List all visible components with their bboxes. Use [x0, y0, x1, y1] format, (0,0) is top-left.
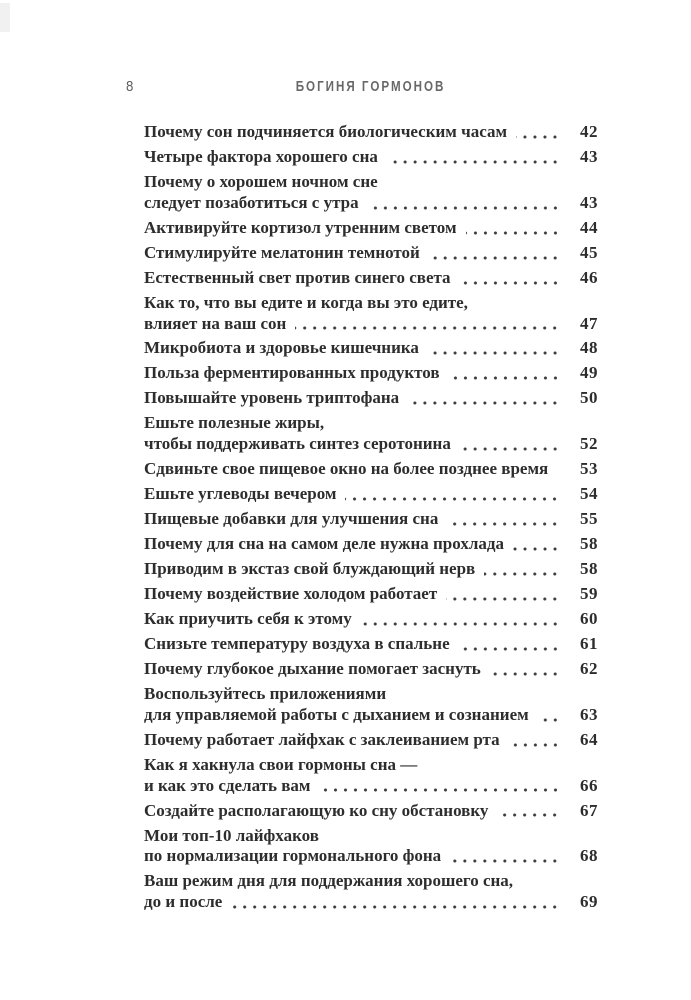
- toc-entry-title: по нормализации гормонального фона: [144, 846, 442, 866]
- toc-entry-page-number: 52: [580, 434, 598, 454]
- toc-line: [144, 293, 598, 314]
- toc-entry: [144, 172, 598, 214]
- toc-line: [144, 388, 598, 409]
- toc-entry-title: и как это сделать вам: [144, 775, 311, 795]
- toc-entry-page-number: 55: [580, 509, 598, 529]
- dot-leader: [529, 705, 572, 726]
- toc-entry-title: Почему работает лайфхак с заклеиванием рта: [144, 729, 500, 749]
- toc-line: [144, 730, 598, 751]
- dot-leader: [437, 584, 572, 605]
- dot-leader: [548, 459, 572, 480]
- toc-line: [144, 659, 598, 680]
- toc-line: [144, 413, 598, 434]
- dot-leader: [488, 801, 572, 822]
- toc-line: [144, 584, 598, 605]
- toc-entry: [144, 559, 598, 580]
- toc-entry-title: Как я хакнула свои гормоны сна —: [144, 754, 418, 774]
- toc-line: [144, 755, 598, 776]
- toc-entry-title: Создайте располагающую ко сну обстановку: [144, 800, 489, 820]
- toc-entry-title: Ешьте полезные жиры,: [144, 413, 325, 433]
- toc-entry-title: Снизьте температуру воздуха в спальне: [144, 634, 450, 654]
- toc-entry-page-number: 49: [580, 363, 598, 383]
- toc-entry-page-number: 64: [580, 729, 598, 749]
- dot-leader: [451, 268, 572, 289]
- toc-entry-title: Польза ферментированных продуктов: [144, 363, 440, 383]
- toc-line: [144, 314, 598, 335]
- toc-line: [144, 363, 598, 384]
- toc-line: [144, 147, 598, 168]
- dot-leader: [507, 122, 572, 143]
- toc-entry: [144, 609, 598, 630]
- toc-entry: [144, 509, 598, 530]
- toc-entry-page-number: 58: [580, 534, 598, 554]
- toc-line: [144, 826, 598, 847]
- toc-entry-title: до и после: [144, 892, 223, 912]
- toc-line: [144, 434, 598, 455]
- toc-entry-page-number: 45: [580, 242, 598, 262]
- toc-line: [144, 459, 598, 480]
- toc-entry-title: Пищевые добавки для улучшения сна: [144, 509, 439, 529]
- toc-entry-page-number: 68: [580, 846, 598, 866]
- toc-entry: [144, 218, 598, 239]
- toc-line: [144, 705, 598, 726]
- toc-entry-title: Микробиота и здоровье кишечника: [144, 338, 419, 358]
- toc-entry: [144, 871, 598, 913]
- toc-line: [144, 846, 598, 867]
- dot-leader: [222, 892, 572, 913]
- dot-leader: [420, 243, 572, 264]
- dot-leader: [475, 559, 572, 580]
- toc-entry: [144, 147, 598, 168]
- toc-line: [144, 243, 598, 264]
- toc-line: [144, 218, 598, 239]
- toc-list: [144, 122, 598, 917]
- toc-entry-title: Повышайте уровень триптофана: [144, 388, 400, 408]
- toc-entry: [144, 584, 598, 605]
- toc-entry: [144, 826, 598, 868]
- dot-leader: [451, 434, 572, 455]
- toc-entry: [144, 634, 598, 655]
- toc-entry: [144, 413, 598, 455]
- toc-entry-page-number: 67: [580, 800, 598, 820]
- toc-entry: [144, 534, 598, 555]
- toc-entry-title: Стимулируйте мелатонин темнотой: [144, 242, 420, 262]
- toc-entry-title: Естественный свет против синего света: [144, 267, 451, 287]
- toc-line: [144, 122, 598, 143]
- toc-entry-page-number: 61: [580, 634, 598, 654]
- toc-line: [144, 634, 598, 655]
- toc-entry-page-number: 66: [580, 775, 598, 795]
- toc-line: [144, 484, 598, 505]
- toc-entry-title: Почему о хорошем ночном сне: [144, 171, 378, 191]
- toc-entry: [144, 243, 598, 264]
- toc-entry-title: Как приучить себя к этому: [144, 609, 352, 629]
- dot-leader: [352, 609, 572, 630]
- toc-entry-page-number: 59: [580, 584, 598, 604]
- toc-entry: [144, 293, 598, 335]
- toc-entry: [144, 363, 598, 384]
- toc-line: [144, 509, 598, 530]
- toc-entry-page-number: 43: [580, 146, 598, 166]
- dot-leader: [500, 730, 572, 751]
- dot-leader: [441, 846, 572, 867]
- toc-entry: [144, 459, 598, 480]
- dot-leader: [399, 388, 572, 409]
- scan-edge-artifact: [0, 3, 10, 32]
- toc-entry: [144, 730, 598, 751]
- toc-entry-title: Почему глубокое дыхание помогает заснуть: [144, 659, 481, 679]
- toc-entry-title: Мои топ-10 лайфхаков: [144, 825, 319, 845]
- toc-entry-page-number: 58: [580, 559, 598, 579]
- dot-leader: [440, 363, 572, 384]
- toc-entry-title: чтобы поддерживать синтез серотонина: [144, 434, 451, 454]
- running-head: [144, 80, 598, 95]
- toc-entry-title: Активируйте кортизол утренним светом: [144, 217, 457, 237]
- toc-entry-page-number: 47: [580, 313, 598, 333]
- toc-entry-title: Почему сон подчиняется биологическим часам: [144, 122, 508, 141]
- dot-leader: [481, 659, 572, 680]
- toc-entry: [144, 268, 598, 289]
- toc-entry: [144, 338, 598, 359]
- toc-entry-page-number: 48: [580, 338, 598, 358]
- toc-entry-title: Воспользуйтесь приложениями: [144, 684, 387, 704]
- toc-line: [144, 684, 598, 705]
- dot-leader: [457, 218, 572, 239]
- toc-entry: [144, 484, 598, 505]
- toc-entry-title: Как то, что вы едите и когда вы это едите,: [144, 292, 468, 312]
- toc-entry-page-number: 69: [580, 892, 598, 912]
- toc-line: [144, 776, 598, 797]
- toc-entry-page-number: 50: [580, 388, 598, 408]
- toc-entry: [144, 388, 598, 409]
- toc-entry: [144, 122, 598, 143]
- toc-entry-page-number: 46: [580, 267, 598, 287]
- toc-entry: [144, 659, 598, 680]
- toc-entry-title: Приводим в экстаз свой блуждающий нерв: [144, 559, 476, 579]
- dot-leader: [336, 484, 572, 505]
- toc-entry-page-number: 63: [580, 704, 598, 724]
- toc-line: [144, 338, 598, 359]
- dot-leader: [419, 338, 572, 359]
- toc-entry-page-number: 60: [580, 609, 598, 629]
- toc-line: [144, 193, 598, 214]
- toc-entry-page-number: 62: [580, 659, 598, 679]
- toc-entry-title: Ваш режим дня для поддержания хорошего сна,: [144, 871, 514, 891]
- toc-entry: [144, 755, 598, 797]
- toc-entry-page-number: 42: [580, 122, 598, 141]
- toc-entry-page-number: 44: [580, 217, 598, 237]
- toc-line: [144, 534, 598, 555]
- toc-entry-page-number: 53: [580, 459, 598, 479]
- toc-line: [144, 268, 598, 289]
- dot-leader: [438, 509, 572, 530]
- toc-entry: [144, 801, 598, 822]
- toc-entry-title: для управляемой работы с дыханием и сознанием: [144, 704, 529, 724]
- dot-leader: [286, 314, 572, 335]
- toc-entry-title: Сдвиньте свое пищевое окно на более позднее время: [144, 459, 549, 479]
- toc-line: [144, 871, 598, 892]
- page-number: 8: [126, 78, 134, 95]
- toc-entry-page-number: 43: [580, 192, 598, 212]
- running-head-label: БОГИНЯ ГОРМОНОВ: [296, 79, 446, 95]
- toc-entry-title: Почему для сна на самом деле нужна прохлада: [144, 534, 504, 554]
- dot-leader: [311, 776, 573, 797]
- dot-leader: [504, 534, 572, 555]
- toc-entry-page-number: 54: [580, 484, 598, 504]
- toc-entry-title: Почему воздействие холодом работает: [144, 584, 438, 604]
- toc-line: [144, 172, 598, 193]
- toc-entry: [144, 684, 598, 726]
- toc-line: [144, 609, 598, 630]
- toc-line: [144, 801, 598, 822]
- toc-line: [144, 559, 598, 580]
- toc-entry-title: Четыре фактора хорошего сна: [144, 146, 378, 166]
- dot-leader: [359, 193, 572, 214]
- dot-leader: [378, 147, 572, 168]
- toc-line: [144, 892, 598, 913]
- toc-entry-title: влияет на ваш сон: [144, 313, 287, 333]
- toc-entry-title: следует позаботиться с утра: [144, 192, 359, 212]
- dot-leader: [450, 634, 572, 655]
- toc-entry-title: Ешьте углеводы вечером: [144, 484, 337, 504]
